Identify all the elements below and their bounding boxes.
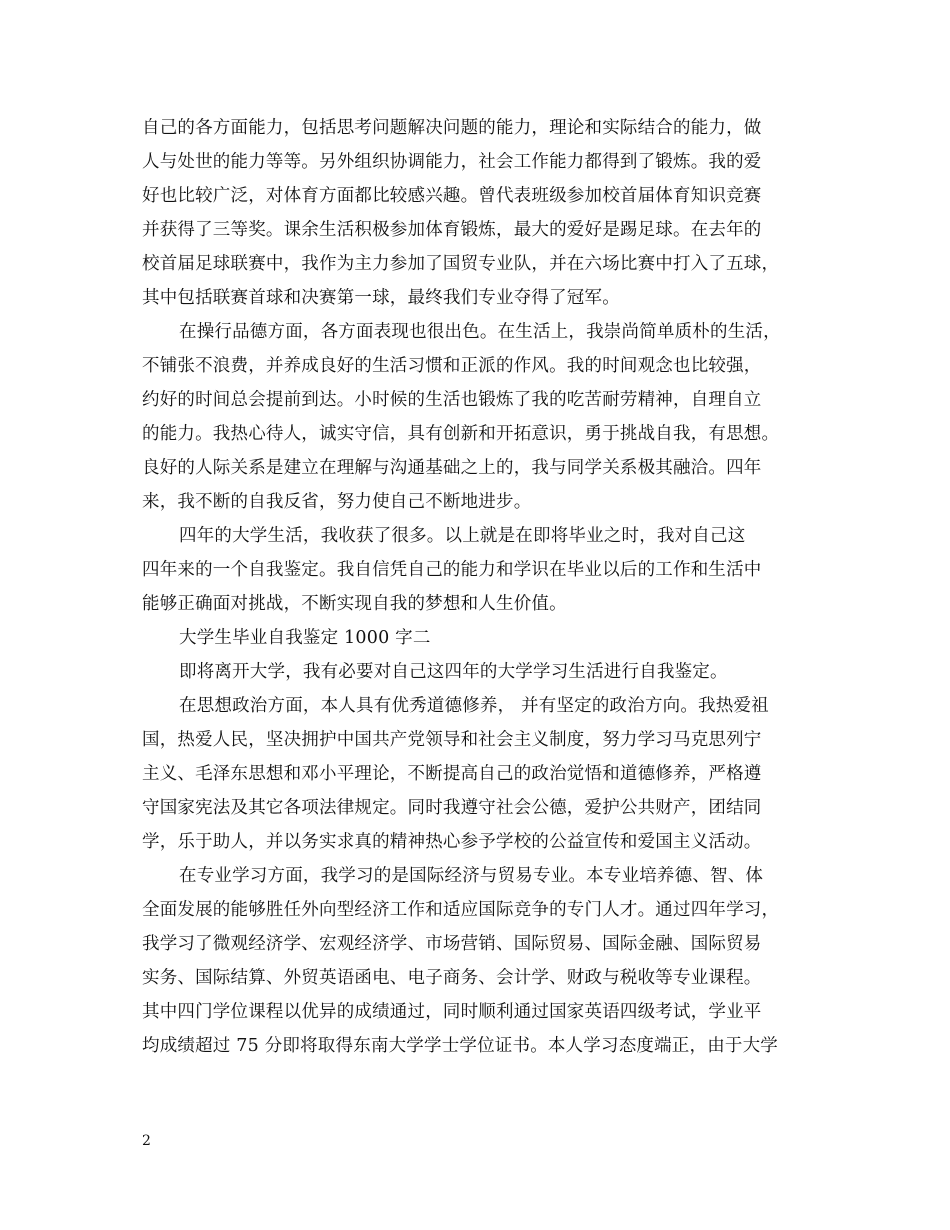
text-line: 来，我不断的自我反省，努力使自己不断地进步。: [142, 492, 532, 512]
text-line: 校首届足球联赛中，我作为主力参加了国贸专业队，并在六场比赛中打入了五球，: [142, 254, 780, 274]
paragraph-first-line: 四年的大学生活，我收获了很多。以上就是在即将毕业之时，我对自己这: [179, 526, 746, 546]
paragraph-first-line: 在操行品德方面，各方面表现也很出色。在生活上，我崇尚简单质朴的生活，: [179, 322, 781, 342]
page-number: 2: [142, 1133, 151, 1149]
section-heading: 大学生毕业自我鉴定 1000 字二: [179, 628, 431, 648]
text-line: 并获得了三等奖。课余生活积极参加体育锻炼，最大的爱好是踢足球。在去年的: [142, 220, 762, 240]
text-line: 其中包括联赛首球和决赛第一球，最终我们专业夺得了冠军。: [142, 288, 620, 308]
text-line: 约好的时间总会提前到达。小时候的生活也锻炼了我的吃苦耐劳精神，自理自立: [142, 390, 762, 410]
text-line: 主义、毛泽东思想和邓小平理论，不断提高自己的政治觉悟和道德修养，严格遵: [142, 764, 762, 784]
text-line: 的能力。我热心待人，诚实守信，具有创新和开拓意识，勇于挑战自我，有思想。: [142, 424, 780, 444]
text-line: 四年来的一个自我鉴定。我自信凭自己的能力和学识在毕业以后的工作和生活中: [142, 560, 762, 580]
text-line: 均成绩超过 75 分即将取得东南大学学士学位证书。本人学习态度端正，由于大学: [142, 1036, 778, 1056]
text-line: 其中四门学位课程以优异的成绩通过，同时顺利通过国家英语四级考试，学业平: [142, 1002, 762, 1022]
text-line: 实务、国际结算、外贸英语函电、电子商务、会计学、财政与税收等专业课程。: [142, 968, 762, 988]
paragraph-first-line: 在专业学习方面，我学习的是国际经济与贸易专业。本专业培养德、智、体: [179, 866, 764, 886]
text-line: 国，热爱人民，坚决拥护中国共产党领导和社会主义制度，努力学习马克思列宁: [142, 730, 762, 750]
paragraph-first-line: 在思想政治方面，本人具有优秀道德修养， 并有坚定的政治方向。我热爱祖: [179, 696, 769, 716]
text-line: 学，乐于助人，并以务实求真的精神热心参予学校的公益宣传和爱国主义活动。: [142, 832, 762, 852]
text-line: 人与处世的能力等等。另外组织协调能力，社会工作能力都得到了锻炼。我的爱: [142, 152, 762, 172]
text-line: 全面发展的能够胜任外向型经济工作和适应国际竞争的专门人才。通过四年学习，: [142, 900, 780, 920]
paragraph-first-line: 即将离开大学，我有必要对自己这四年的大学学习生活进行自我鉴定。: [179, 662, 728, 682]
text-line: 能够正确面对挑战，不断实现自我的梦想和人生价值。: [142, 594, 567, 614]
text-line: 守国家宪法及其它各项法律规定。同时我遵守社会公德，爱护公共财产，团结同: [142, 798, 762, 818]
text-line: 良好的人际关系是建立在理解与沟通基础之上的，我与同学关系极其融洽。四年: [142, 458, 762, 478]
text-line: 我学习了微观经济学、宏观经济学、市场营销、国际贸易、国际金融、国际贸易: [142, 934, 762, 954]
text-line: 好也比较广泛，对体育方面都比较感兴趣。曾代表班级参加校首届体育知识竞赛: [142, 186, 762, 206]
text-line: 不铺张不浪费，并养成良好的生活习惯和正派的作风。我的时间观念也比较强，: [142, 356, 762, 376]
text-line: 自己的各方面能力，包括思考问题解决问题的能力，理论和实际结合的能力，做: [142, 118, 762, 138]
